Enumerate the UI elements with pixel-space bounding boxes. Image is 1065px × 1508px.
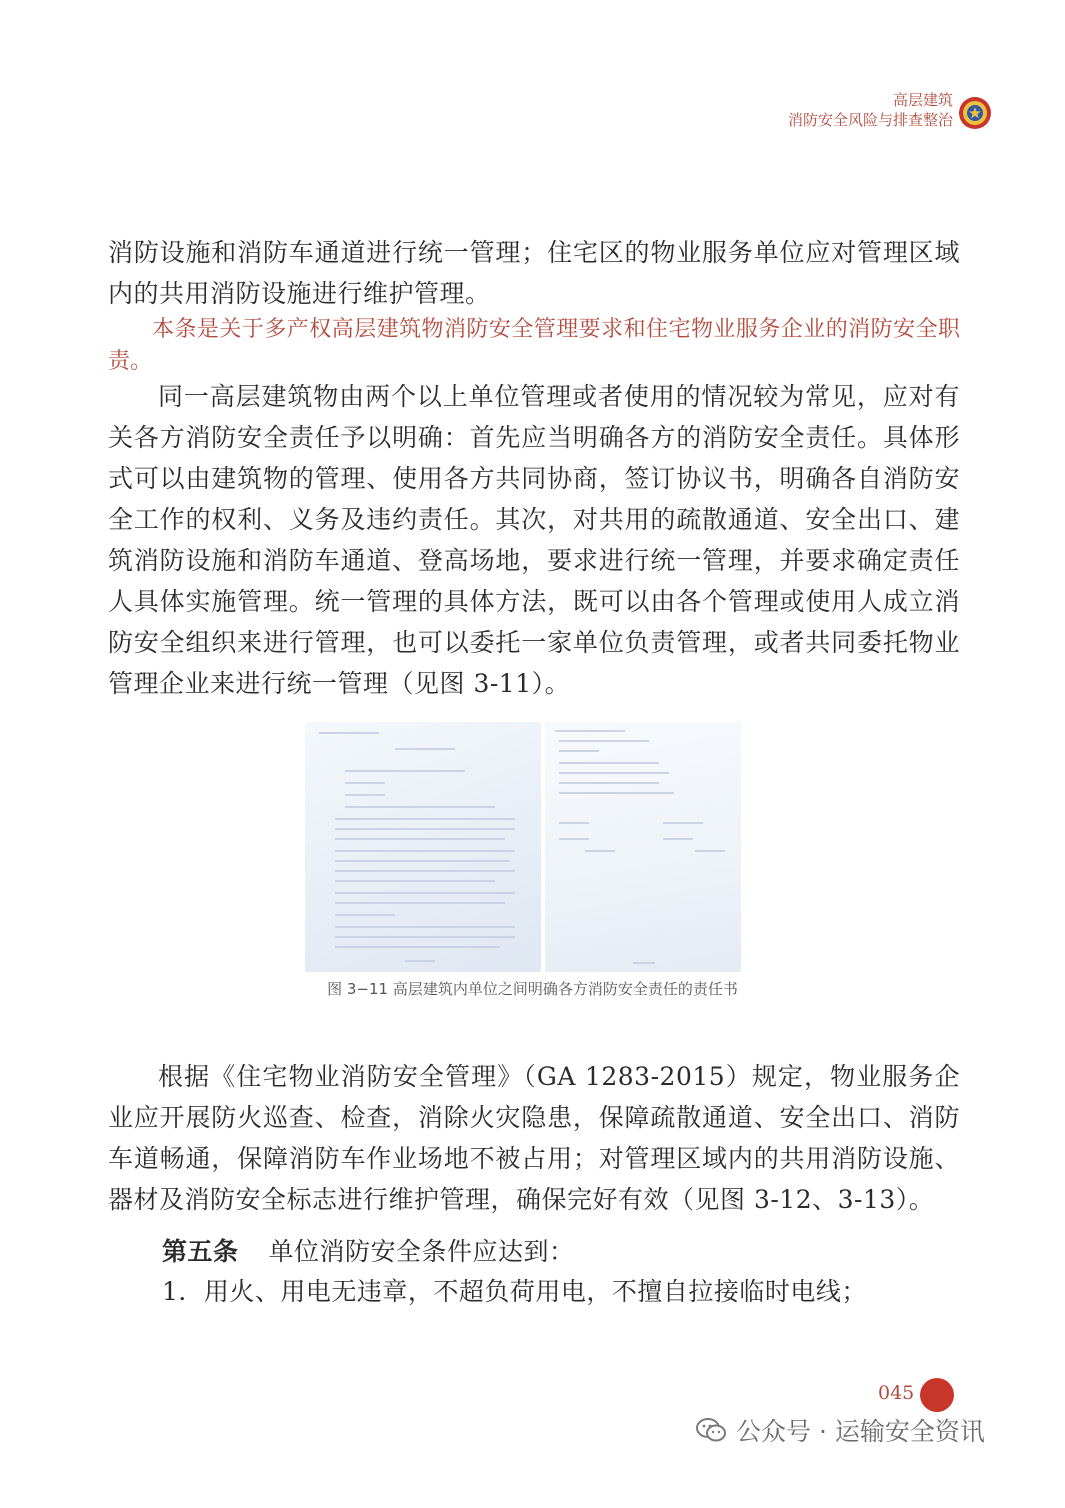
paragraph-block-3 (108, 1056, 960, 1220)
list-item: 1．用火、用电无违章，不超负荷用电，不擅自拉接临时电线； (162, 1277, 867, 1306)
page-number: 045 (878, 1382, 915, 1404)
commentary-note: 本条是关于多产权高层建筑物消防安全管理要求和住宅物业服务企业的消防安全职责。 (108, 317, 960, 374)
paragraph-1: 消防设施和消防车通道进行统一管理；住宅区的物业服务单位应对管理区域内的共用消防设施进行维护管理。 (108, 238, 960, 308)
paragraph-block-2 (108, 376, 960, 704)
wechat-watermark (696, 1412, 985, 1448)
running-header (788, 90, 953, 130)
page-number-dot (920, 1378, 954, 1412)
watermark-text: 公众号 · 运输安全资讯 (736, 1417, 985, 1446)
paragraph-continued (108, 232, 960, 314)
paragraph-3: 根据《住宅物业消防安全管理》（GA 1283-2015）规定，物业服务企业应开展防火巡查、检查，消除火灾隐患，保障疏散通道、安全出口、消防车道畅通，保障消防车作业场地不被占用；对管理区域内的共用消防设施、器材及消防安全标志进行维护管理，确保完好有效（见图 3-12、3-13）。 (108, 1062, 960, 1214)
fire-rescue-emblem-icon (958, 96, 992, 130)
responsibility-document-photo-page-1 (305, 722, 541, 972)
header-line-1: 高层建筑 (892, 91, 953, 109)
figure-3-11 (305, 722, 741, 972)
header-line-2: 消防安全风险与排查整治 (787, 111, 953, 129)
wechat-icon (696, 1417, 726, 1443)
responsibility-document-photo-page-2 (545, 722, 741, 972)
article-text: 单位消防安全条件应达到： (268, 1237, 575, 1266)
article-label: 第五条 (162, 1237, 239, 1266)
figure-caption: 图 3−11 高层建筑内单位之间明确各方消防安全责任的责任书 (327, 980, 738, 998)
paragraph-2: 同一高层建筑物由两个以上单位管理或者使用的情况较为常见，应对有关各方消防安全责任予以明确：首先应当明确各方的消防安全责任。具体形式可以由建筑物的管理、使用各方共同协商，签订协议书，明确各自消防安全工作的权利、义务及违约责任。其次，对共用的疏散通道、安全出口、建筑消防设施和消防车通道、登高场地，要求进行统一管理，并要求确定责任人具体实施管理。统一管理的具体方法，既可以由各个管理或使用人成立消防安全组织来进行管理，也可以委托一家单位负责管理，或者共同委托物业管理企业来进行统一管理（见图 3-11）。 (108, 382, 960, 698)
article-heading (162, 1234, 575, 1270)
